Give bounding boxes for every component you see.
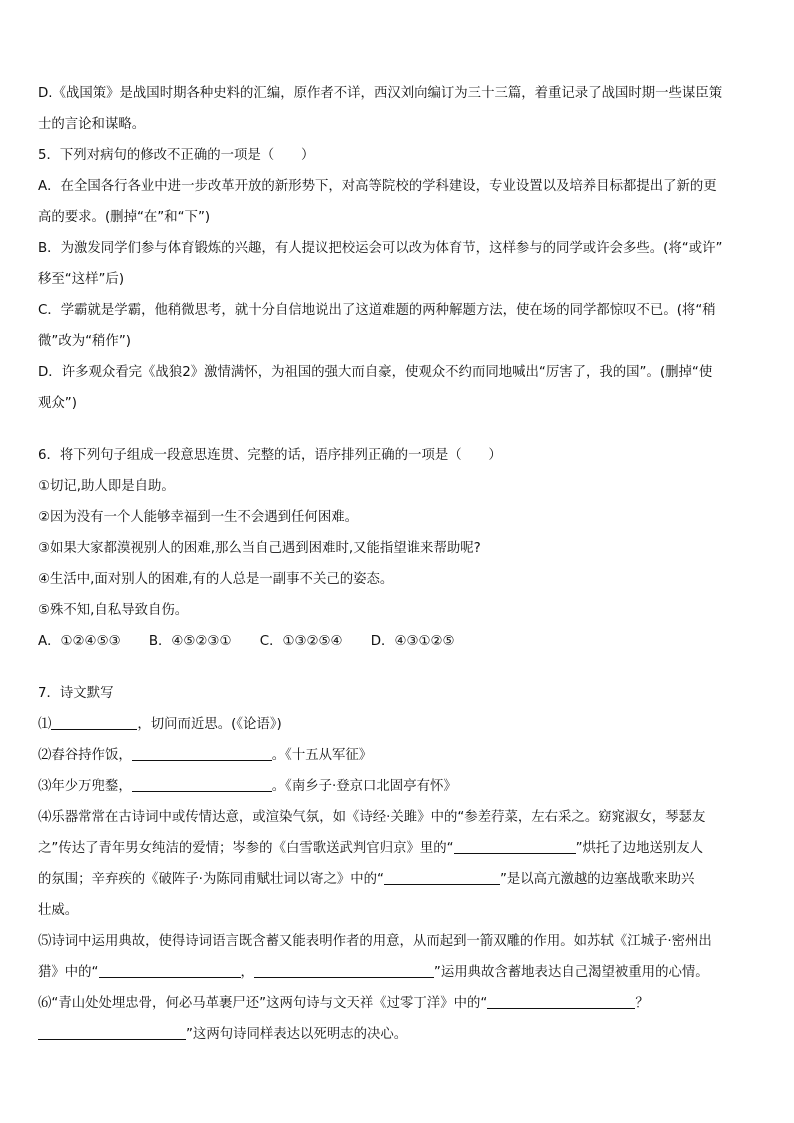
fill-blank[interactable] [132, 744, 272, 761]
q7-item-2-text-a: ⑵舂谷持作饭， [38, 748, 132, 763]
q5-option-a-line1: A．在全国各行各业中进一步改革开放的新形势下，对高等院校的学科建设，专业设置以及培养目标都提出了新的更 [38, 179, 717, 194]
fill-blank[interactable] [384, 868, 500, 885]
fill-blank[interactable] [132, 775, 272, 792]
q6-option-c: C．①③②⑤④ [259, 634, 343, 649]
q5-option-d-line2: 观众”) [38, 396, 77, 411]
q5-option-b-line1: B．为激发同学们参与体育锻炼的兴趣，有人提议把校运会可以改为体育节，这样参与的同学或许会多些。(将“或许” [38, 241, 723, 256]
q7-item-6-text-b: ？ [635, 996, 649, 1011]
fill-blank[interactable] [254, 961, 434, 978]
q7-item-6-text-a: ⑹“青山处处埋忠骨，何必马革裹尸还”这两句诗与文天祥《过零丁洋》中的“ [38, 996, 488, 1011]
q7-item-2-text-b: 。《十五从军征》 [271, 748, 373, 763]
exam-page [38, 78, 760, 1050]
q6-sentence-3: ③如果大家都漠视别人的困难,那么当自己遇到困难时,又能指望谁来帮助呢? [38, 541, 481, 556]
q7-item-4-text-a: 之”传达了青年男女纯洁的爱情；岑参的《白雪歌送武判官归京》里的“ [38, 841, 454, 856]
q7-item-5-line2 [38, 957, 760, 988]
q4-option-d-line2: 士的言论和谋略。 [38, 117, 146, 132]
q7-item-3-text-b: 。《南乡子·登京口北固亭有怀》 [271, 779, 457, 794]
q5-option-b-line2: 移至“这样”后) [38, 272, 125, 287]
q7-item-5-text-b: ， [240, 965, 254, 980]
q7-item-5-text-c: ”运用典故含蓄地表达自己渴望被重用的心情。 [433, 965, 709, 980]
q7-item-1-text: ，切问而近思。(《论语》) [137, 717, 282, 732]
q7-item-4-text-b: ”烘托了边地送别友人 [575, 841, 704, 856]
q4-option-d-line1: D.《战国策》是战国时期各种史料的汇编，原作者不详，西汉刘向编订为三十三篇，着重记录了战国时期一些谋臣策 [38, 86, 723, 101]
q6-stem: 6．将下列句子组成一段意思连贯、完整的话，语序排列正确的一项是（ ） [38, 448, 502, 463]
fill-blank[interactable] [99, 961, 241, 978]
q7-title: 7．诗文默写 [38, 686, 114, 701]
fill-blank[interactable] [487, 992, 635, 1009]
q7-item-4-line1: ⑷乐器常常在古诗词中或传情达意，或渲染气氛，如《诗经·关雎》中的“参差荇菜，左右采之。窈窕淑女，琴瑟友 [38, 810, 706, 825]
fill-blank[interactable] [454, 837, 576, 854]
q7-item-3-text-a: ⑶年少万兜鍪， [38, 779, 132, 794]
q6-option-d: D．④③①②⑤ [370, 634, 455, 649]
q7-item-6-line1 [38, 988, 760, 1019]
q6-sentence-1: ①切记,助人即是自助。 [38, 479, 175, 494]
q7-item-1-number: ⑴ [38, 717, 52, 732]
q7-item-1 [38, 709, 760, 740]
q7-item-3 [38, 771, 760, 802]
q7-item-6-text-c: ”这两句诗同样表达以死明志的决心。 [186, 1027, 408, 1042]
q7-item-2 [38, 740, 760, 771]
q7-item-5-text-a: 猎》中的“ [38, 965, 99, 980]
q7-item-4-line3 [38, 864, 760, 895]
spacer [38, 419, 760, 440]
q6-sentence-2: ②因为没有一个人能够幸福到一生不会遇到任何困难。 [38, 510, 358, 525]
q6-option-a: A．①②④⑤③ [38, 634, 121, 649]
q5-option-c-line1: C．学霸就是学霸，他稍微思考，就十分自信地说出了这道难题的两种解题方法，使在场的同学都惊叹不已。(将“稍 [38, 303, 716, 318]
fill-blank[interactable] [38, 1023, 186, 1040]
q7-item-6-line2 [38, 1019, 760, 1050]
q5-option-d-line1: D．许多观众看完《战狼2》激情满怀，为祖国的强大而自豪，使观众不约而同地喊出“厉害了，我的国”。(删掉“使 [38, 365, 713, 380]
q5-stem: 5．下列对病句的修改不正确的一项是（ ） [38, 148, 315, 163]
q6-sentence-5: ⑤殊不知,自私导致自伤。 [38, 603, 189, 618]
q6-sentence-4: ④生活中,面对别人的困难,有的人总是一副事不关己的姿态。 [38, 572, 394, 587]
q7-item-4-line2 [38, 833, 760, 864]
spacer [38, 657, 760, 678]
q6-option-b: B．④⑤②③① [148, 634, 232, 649]
q7-item-4-text-c: 的氛围；辛弃疾的《破阵子·为陈同甫赋壮词以寄之》中的“ [38, 872, 384, 887]
q5-option-a-line2: 高的要求。(删掉“在”和“下”) [38, 210, 211, 225]
q7-item-4-line4: 壮威。 [38, 903, 79, 918]
q5-option-c-line2: 微”改为“稍作”) [38, 334, 131, 349]
q7-item-4-text-d: ”是以高亢激越的边塞战歌来助兴 [499, 872, 695, 887]
q7-item-5-line1: ⑸诗词中运用典故，使得诗词语言既含蓄又能表明作者的用意，从而起到一箭双雕的作用。如苏轼《江城子·密州出 [38, 934, 712, 949]
fill-blank[interactable] [51, 713, 137, 730]
q6-options [38, 626, 760, 657]
